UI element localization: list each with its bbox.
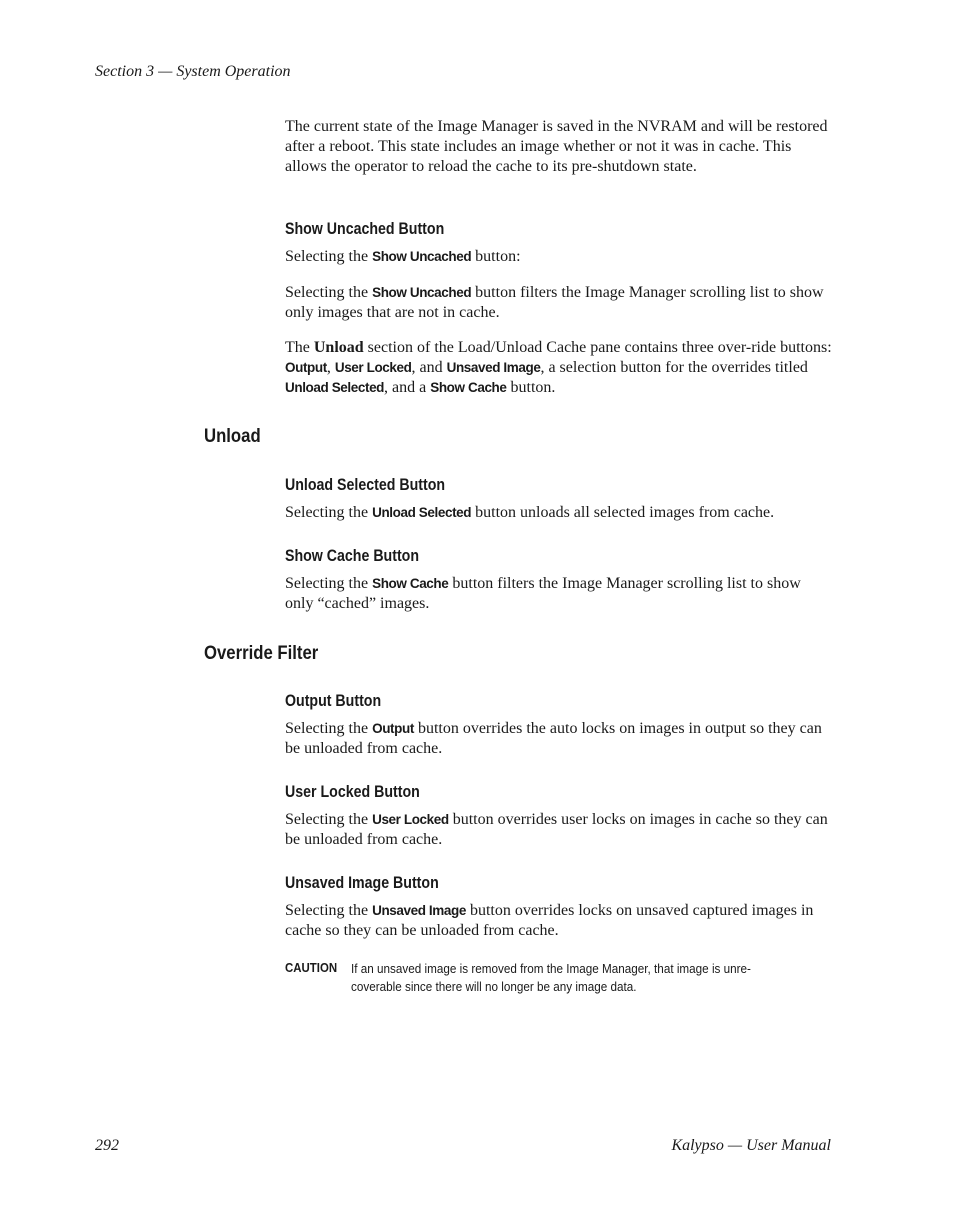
heading-unsaved-image: Unsaved Image Button [285,874,439,892]
keyword-unsaved-image: Unsaved Image [446,360,541,375]
heading-output: Output Button [285,692,382,710]
show-uncached-p3: The Unload section of the Load/Unload Cache pane contains three over-ride buttons: Output, User Locked, and Unsaved Image, a selection button for the overrides titled Unload Selected, and a Show Cache button. [285,339,832,396]
intro-text: The current state of the Image Manager is saved in the NVRAM and will be restored after a reboot. This state includes an image whether or not it was in cache. This allows the operator to reload the cache to its pre-shutdown state. [285,118,828,175]
heading-override-filter: Override Filter [204,643,319,664]
keyword-unsaved-image: Unsaved Image [372,903,466,918]
keyword-user-locked: User Locked [372,812,449,827]
keyword-show-uncached: Show Uncached [372,249,472,264]
heading-user-locked: User Locked Button [285,783,420,801]
caution-text: If an unsaved image is removed from the Image Manager, that image is unre-coverable since there will no longer be any image data. [351,961,751,994]
keyword-show-uncached: Show Uncached [372,285,472,300]
keyword-unload-selected: Unload Selected [372,505,472,520]
heading-unload-selected: Unload Selected Button [285,476,446,494]
show-cache-paragraph: Selecting the Show Cache button filters the Image Manager scrolling list to show only “cached” images. [285,575,801,612]
heading-show-uncached: Show Uncached Button [285,220,445,238]
keyword-unload: Unload [313,339,364,356]
user-locked-paragraph: Selecting the User Locked button overrides user locks on images in cache so they can be unloaded from cache. [285,811,828,848]
page-number: 292 [95,1137,119,1154]
keyword-show-cache: Show Cache [430,380,507,395]
heading-unload: Unload [204,426,261,447]
output-paragraph: Selecting the Output button overrides the auto locks on images in output so they can be unloaded from cache. [285,720,822,757]
keyword-user-locked: User Locked [334,360,412,375]
keyword-unload-selected: Unload Selected [285,380,385,395]
unsaved-image-paragraph: Selecting the Unsaved Image button overrides locks on unsaved captured images in cache so they can be unloaded from cache. [285,902,814,939]
intro-paragraph [285,117,833,177]
show-uncached-p2: Selecting the Show Uncached button filters the Image Manager scrolling list to show only images that are not in cache. [285,284,824,321]
heading-show-cache: Show Cache Button [285,547,420,565]
running-header: Section 3 — System Operation [95,63,291,80]
unload-selected-paragraph: Selecting the Unload Selected button unloads all selected images from cache. [285,504,775,521]
keyword-show-cache: Show Cache [372,576,449,591]
keyword-output: Output [285,360,327,375]
show-uncached-p1: Selecting the Show Uncached button: [285,248,521,265]
manual-title: Kalypso — User Manual [671,1137,831,1154]
keyword-output: Output [372,721,414,736]
caution-label: CAUTION [285,960,338,975]
